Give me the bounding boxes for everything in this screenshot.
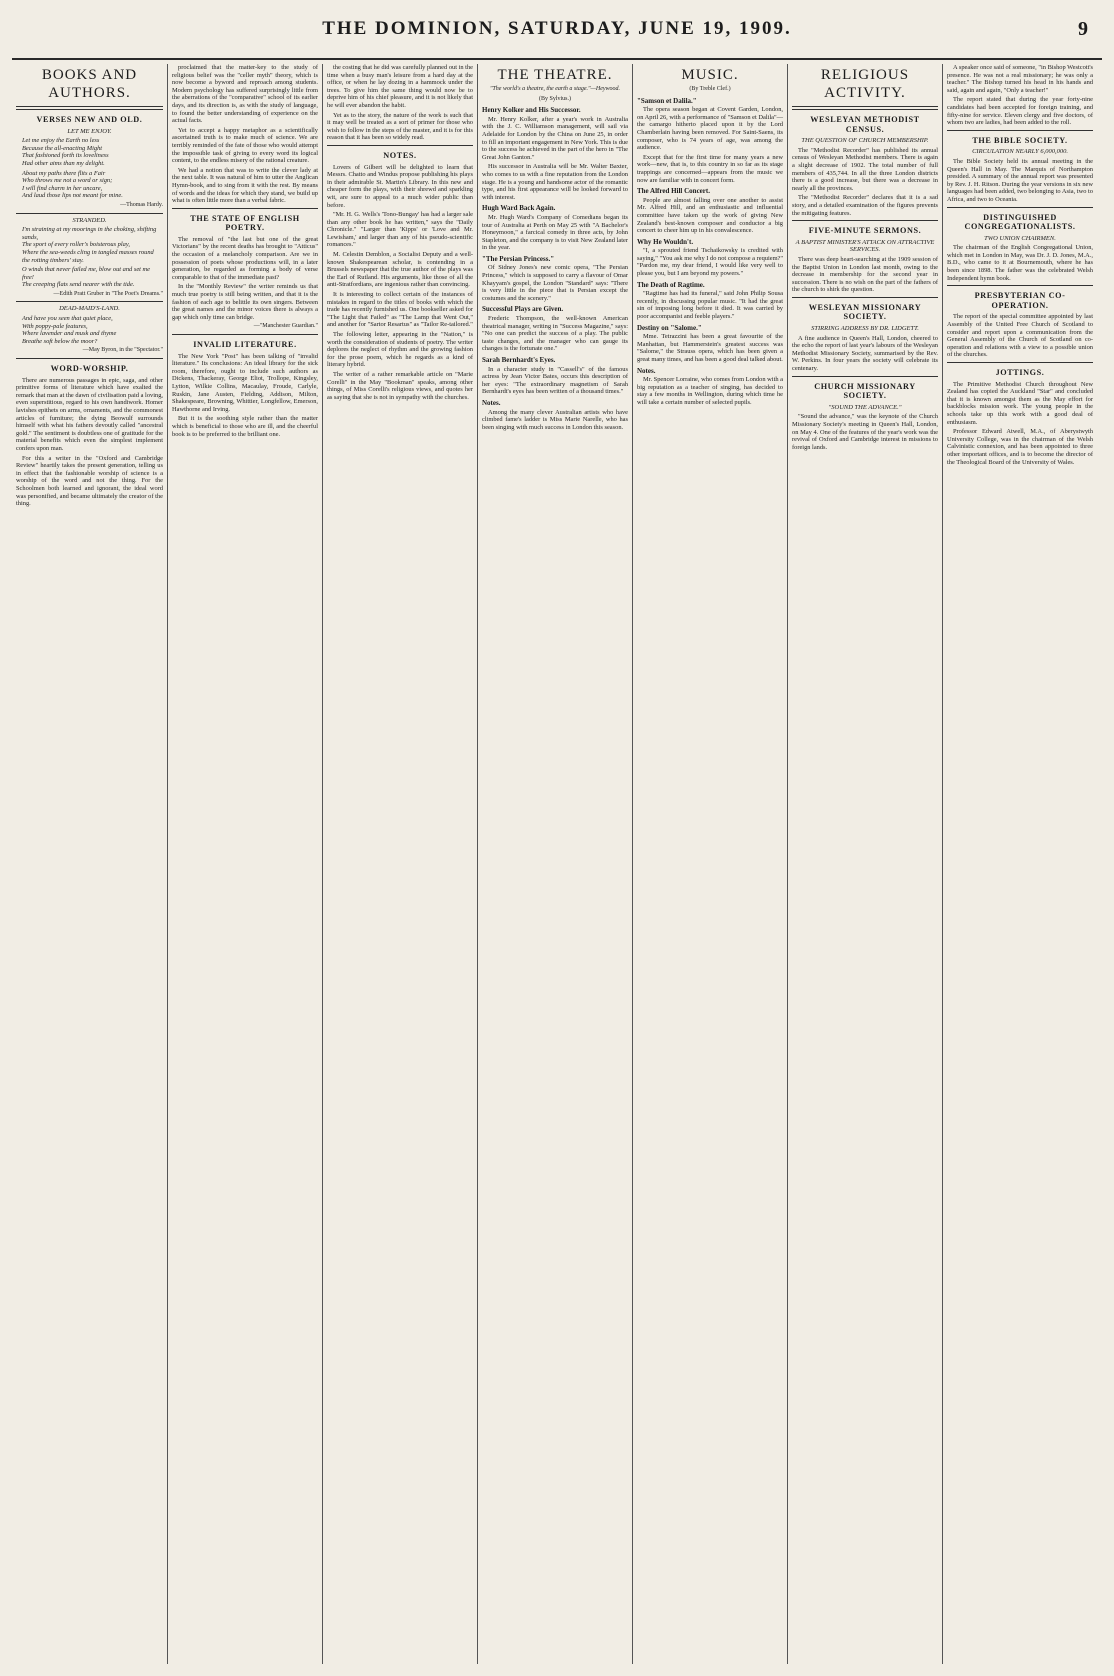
column-religious-continued <box>942 64 1097 1664</box>
article-paragraph: Mr. Hugh Ward's Company of Comedians began its tour of Australia at Perth on May 25 with "A Bachelor's Honeymoon," a farcical comedy in three acts, by John Stapleton, and the company is to visit New Zealand later in the year. <box>482 213 628 252</box>
article-heading: WESLEYAN METHODIST CENSUS. <box>810 115 920 134</box>
article-paragraph: M. Celestin Demblon, a Socialist Deputy and a well-known Shakespearean scholar, is contending in a Brussels newspaper that the true author of the plays was the Earl of Rutland. His arguments, like those of all the anti-Stratfordians, are ingenious rather than convincing. <box>327 251 473 289</box>
article-paragraph: A fine audience in Queen's Hall, London, cheered to the echo the report of last year's labours of the Wesleyan Methodist Missionary Society, summarised by the Rev. W. Perkins. In four years the society will celebrate its centenary. <box>792 334 938 373</box>
article-subheading: CIRCULATION NEARLY 6,000,000. <box>972 148 1068 156</box>
divider <box>947 207 1093 208</box>
article-paragraph: The "Methodist Recorder" has published its annual census of Wesleyan Methodist members. There is again a slight decrease of 1902. The total number of full members of 435,744. In all the three London districts there is a good increase, but there was a decrease in nearly all the provinces. <box>792 146 938 192</box>
divider <box>172 334 318 335</box>
divider <box>792 220 938 221</box>
column-books-authors <box>12 64 167 1664</box>
article-heading-english-poetry: THE STATE OF ENGLISH POETRY. <box>190 213 300 233</box>
article-paragraph: Mr. Spencer Lorraine, who comes from London with a big reputation as a teacher of singing, has decided to stay a few months in Wellington, during which time he will take a certain number of selected pupils. <box>637 376 783 406</box>
divider <box>327 145 473 146</box>
article-credit: —"Manchester Guardian." <box>253 323 318 330</box>
article-paragraph: The opera season began at Covent Garden, London, on April 26, with a performance of "Samson et Dalila"—the camargo hitherto placed upon it by the Lord Chamberlain having been removed. For Saint-Saens, its composer, who is 74 years of age, was among the audience. <box>637 106 783 152</box>
article-subheading: THE QUESTION OF CHURCH MEMBERSHIP. <box>801 137 929 145</box>
article-paragraph: But it is the soothing style rather than the matter which is beneficial to those who are ill, and the cheerful book is to be preferred to the brilliant one. <box>172 415 318 438</box>
divider <box>172 208 318 209</box>
article-paragraph: The "Methodist Recorder" declares that it is a sad story, and a detailed examination of the figures prevents the mitigating features. <box>792 194 938 217</box>
article-paragraph: The removal of "the last but one of the great Victorians" by the recent deaths has brought to "Atticus" the occasion of a melancholy comparison. Are we in possession of poets whose productions will, in a later generation, be regarded as forming a body of verse comparable to that of the immediate past? <box>172 235 318 281</box>
article-paragraph: Lovers of Gilbert will be delighted to learn that Messrs. Chatto and Windus propose publishing his plays in their admirable St. Martin's Library. In this new and cheaper form the plays, with their shrewd and sparkling wit, are sure to appeal to a much wider public than before. <box>327 163 473 209</box>
poem-stanza: Let me enjoy the Earth no less Because the all-enacting Might That fashioned forth its loveliness Had other aims than my delight. <box>22 137 109 167</box>
story-heading: "The Persian Princess." <box>482 254 555 263</box>
story-heading: Henry Kolker and His Successor. <box>482 106 581 115</box>
story-heading: "Samson et Dalila." <box>637 96 697 105</box>
article-paragraph: Frederic Thompson, the well-known American theatrical manager, writing in "Success Magazine," says: "No one can predict the success of a play. The public taste changes, and the manager who can gauge its changes is the fortunate one." <box>482 315 628 353</box>
article-paragraph: In the "Monthly Review" the writer reminds us that much true poetry is still being written, and that it is the fashion of each age to belittle its own singers. Between the great names and the minor voices there is always a gap which only time can bridge. <box>172 283 318 321</box>
divider <box>16 213 163 214</box>
divider <box>947 362 1093 363</box>
article-paragraph: The Bible Society held its annual meeting in the Queen's Hall in May. The Marquis of Northampton presided. A summary of the annual report was presented by Rev. J. H. Ritson. During the year versions in six new languages had been added, two belonging to Asia, two to Africa, and two to Oceania. <box>947 157 1093 203</box>
section-title-music: MUSIC. <box>681 67 739 83</box>
article-paragraph: the costing that he did was carefully planned out in the time when a busy man's leisure from a hard day at the office, or when he lay dozing in a hammock under the trees. To give him the same thing would now be to deprive him of his chief pleasure, and it is not likely that he will ever abandon the habit. <box>327 64 473 109</box>
column-music <box>632 64 787 1664</box>
poem-stanza: I'm straining at my moorings in the choking, shifting sands, The sport of every roller's boisterous play, Where the sea-weeds cling in tangled masses round the rotting timbers' stay. <box>22 226 157 264</box>
article-paragraph: People are almost falling over one another to assist Mr. Alfred Hill, and an enthusiastic and influential committee have taken up the work of giving New Zealand's best-known composer and conductor a big concert to cheer him up in his convalescence. <box>637 196 783 235</box>
story-heading: Sarah Bernhardt's Eyes. <box>482 356 556 364</box>
masthead-rule <box>12 58 1102 60</box>
article-subheading: A BAPTIST MINISTER'S ATTACK ON ATTRACTIVE SERVICES. <box>795 238 935 254</box>
section-rule <box>16 106 163 110</box>
section-epigraph: "The world's a theatre, the earth a stage."—Heywood. <box>489 86 621 92</box>
divider <box>16 301 163 302</box>
article-subheading: TWO UNION CHAIRMEN. <box>984 234 1056 242</box>
divider <box>792 297 938 298</box>
article-paragraph: We had a notion that was to write the clever lady at the next table. It was natural of him to utter the Anglican Hymn-book, and to sing from it with the rest. By means of words and the ideas for which they stand, we build up what is often little more than a verbal fabric. <box>172 166 318 205</box>
article-heading: DISTINGUISHED CONGREGATIONALISTS. <box>964 212 1076 232</box>
masthead <box>0 0 1114 58</box>
article-paragraph: Except that for the first time for many years a new work—new, that is, to this country in so far as its stage trappings are concerned—appears from the music we now are familiar with in concert form. <box>637 153 783 184</box>
poem-title-stranded: STRANDED. <box>72 216 107 224</box>
article-paragraph: A speaker once said of someone, "in Bishop Westcott's presence. He was not a real missionary; he was only a teacher." The Bishop turned his head in his hands and said, again and again, "Only a teacher!" <box>947 64 1093 94</box>
article-heading: PRESBYTERIAN CO-OPERATION. <box>974 291 1066 310</box>
article-heading: CHURCH MISSIONARY SOCIETY. <box>814 381 916 401</box>
section-title-books-authors: BOOKS AND AUTHORS. <box>41 67 138 101</box>
story-heading: The Death of Ragtime. <box>637 280 705 289</box>
story-heading: Hugh Ward Back Again. <box>482 204 556 213</box>
poem-stanza: And have you seen that quiet place, With poppy-pale features, Where lavender and musk and thyme Breathe soft below the moor? <box>22 315 117 345</box>
article-paragraph: Professor Edward Atwell, M.A., of Aberystwyth University College, was in the chairman of the Welsh Calvinistic connexion, and has been appointed to three other important offices, and is to become the director of the Theological Board of the University of Wales. <box>947 428 1093 466</box>
column-religious-activity <box>787 64 942 1664</box>
article-paragraph: proclaimed that the matter-key to the study of religious belief was the "celler myth" theory, which is now become a byword and reproach among students. Modern psychology has suffered surprisingly little from the aberrations of the "comparative" school of its earlier days, and its direction is, as with the study of language, to found the better understanding of experience on the actual facts. <box>172 64 318 125</box>
article-paragraph: There are numerous passages in epic, saga, and other primitive forms of literature which have exalted the remark that man at the dawn of civilisation paid a loving, even superstitious, regard to his own handiwork. Homer lavishes epithets on arms, ornaments, and the commonest articles of furniture; the dying Beowulf surrounds himself with what his fathers devoutly called "ancestral gold." The sentiment is doubtless one of gratitude for the material benefits which even the simplest implement confers upon man. <box>16 376 163 452</box>
column-books-continued <box>167 64 322 1664</box>
story-heading: Destiny on "Salome." <box>637 323 702 332</box>
story-heading: Notes. <box>637 366 656 375</box>
article-paragraph: Among the many clever Australian artists who have climbed fame's ladder is Miss Marie Narelle, who has been singing with much success in London this season. <box>482 408 628 431</box>
article-paragraph: In a character study in "Cassell's" of the famous actress by Jean Victor Bates, occurs this description of her eyes: "The extraordinary magnetism of Sarah Bernhardt's eyes has been written of a thousand times." <box>482 365 628 396</box>
divider <box>947 285 1093 286</box>
article-paragraph: For this a writer in the "Oxford and Cambridge Review" heartily takes the present generation, telling us in effect that the fashionable worship of science is a worship of the word and not the thing. For the Schoolmen both learned and ignorant, the ideal word was personified, and became ultimately the creator of the thing. <box>16 454 163 508</box>
article-subheading: "SOUND THE ADVANCE." <box>828 403 902 411</box>
article-paragraph: It is interesting to collect certain of the instances of mistakes in regard to the titles of books with which the trade has recently furnished us. One bookseller asked for "The Light that Failed" as "The Lamp that Went Out," and another for "Sartor Resartus" as "Tailor Re-tailored." <box>327 291 473 329</box>
poem-credit: —Edith Pratt Gruber in "The Poet's Dreams." <box>53 290 163 297</box>
article-paragraph: Of Sidney Jones's new comic opera, "The Persian Princess," which is supposed to carry a flavour of Omar Khayyam's gospel, the London "Standard" says: "There is very little in the piece that is Persian except the costumes and the scenery." <box>482 264 628 302</box>
article-heading-invalid-literature: INVALID LITERATURE. <box>193 340 297 349</box>
story-heading: Successful Plays are Given. <box>482 305 564 314</box>
article-heading: JOTTINGS. <box>995 368 1045 377</box>
article-paragraph: The chairman of the English Congregational Union, which met in London in May, was Dr. J. D. Jones, M.A., B.D., who came to it at Bournemouth, where he has been since 1898. The father was the celebrated Welsh Independent hymn book. <box>947 244 1093 282</box>
article-paragraph: "Mr. H. G. Wells's 'Tono-Bungay' has had a larger sale than any other book he has written," says the "Daily Chronicle." "Larger than 'Kipps' or 'Love and Mr. Lewisham,' and larger than any of his pseudo-scientific romances." <box>327 211 473 249</box>
story-heading: Why He Wouldn't. <box>637 237 694 246</box>
byline: (By Sylvius.) <box>538 95 571 102</box>
poem-credit: —Thomas Hardy. <box>120 201 163 208</box>
article-subheading: STIRRING ADDRESS BY DR. LIDGETT. <box>811 325 919 333</box>
article-paragraph: "I, a sprouted friend Tschaikowsky is credited with saying," "You ask me why I do not compose a requiem?" "Pardon me, my dear friend, I would like very well to please you, but I am beyond my powers." <box>637 247 783 278</box>
article-paragraph: His successor in Australia will be Mr. Walter Baxter, who comes to us with a fine reputation from the London stage. He is a young and handsome actor of the romantic type, and his first appearance will be looked forward to with interest. <box>482 163 628 201</box>
section-title-theatre: THE THEATRE. <box>497 67 613 83</box>
article-paragraph: "Ragtime has had its funeral," said John Philip Sousa recently, in discussing popular music. "It had the great sin of imposing long before it died. It was carried by poor accompanist and feeble players." <box>637 290 783 321</box>
article-paragraph: Yet as to the story, the nature of the work is such that it may well be treated as a sort of primer for those who wish to follow in the steps of the master, and it is for this reason that it has been so widely read. <box>327 111 473 142</box>
poem-credit: —May Byron, in the "Spectator." <box>82 347 163 354</box>
article-heading-word-worship: WORD-WORSHIP. <box>50 364 129 374</box>
story-heading: Notes. <box>482 398 501 407</box>
article-paragraph: The report stated that during the year forty-nine candidates had been accepted for foreign training, and fifty-nine for service. Eleven clergy and five doctors, of whom two are ladies, had been added to the roll. <box>947 96 1093 127</box>
page-columns <box>12 64 1102 1664</box>
section-rule <box>792 106 938 110</box>
article-heading-notes: NOTES. <box>383 150 417 160</box>
article-paragraph: The New York "Post" has been talking of "invalid literature." Its conclusions: An ideal library for the sick room, therefore, ought to include such authors as Dickens, Thackeray, George Eliot, Trollope, Kingsley, Lytton, Wilkie Collins, Macaulay, Froude, Carlyle, Ruskin, Jane Austen, Fielding, Addison, Milton, Shakespeare, Browning, Whittier, Longfellow, Emerson, Hawthorne and Irving. <box>172 352 318 413</box>
article-paragraph: The Primitive Methodist Church throughout New Zealand has copied the Auckland "Star" and concluded that it is known amongst them as the May effort for backblocks mission work. The young people in the schools take up this work with a good deal of enthusiasm. <box>947 380 1093 426</box>
article-paragraph: The writer of a rather remarkable article on "Marie Corelli" in the May "Bookman" speaks, among other things, of Miss Corelli's religious views, and quotes her as saying that she is not in sympathy with the churches. <box>327 370 473 401</box>
article-paragraph: Mr. Henry Kolker, after a year's work in Australia with the J. C. Williamson management, will sail via Adelaide for London by the China on June 25, in order to fill an important engagement in New York. This is due to the success he achieved in the part of the hero in "The Great John Ganton." <box>482 115 628 161</box>
article-paragraph: Yet to accept a happy metaphor as a scientifically ascertained truth is to make much of science. We are terribly reminded of the fate of those who would attempt the impossible task of giving to every word its logical content, to the endless misery of the rational creature. <box>172 126 318 165</box>
poem-title-let-me-enjoy: LET ME ENJOY. <box>67 127 112 135</box>
story-heading: The Alfred Hill Concert. <box>637 187 710 196</box>
poem-stanza: O winds that never failed me, blow out and set me free! The creeping flats send nearer with the tide. <box>22 266 150 289</box>
divider <box>16 358 163 359</box>
poem-stanza: About my paths there flits a Fair Who throws me not a word or sign; I will find charm in her uncare, And laud those lips not meant for mine. <box>22 169 123 200</box>
divider <box>947 130 1093 131</box>
column-notes <box>322 64 477 1664</box>
article-heading: WESLEYAN MISSIONARY SOCIETY. <box>808 302 922 322</box>
article-paragraph: There was deep heart-searching at the 1909 session of the Baptist Union in London last month, owing to the decrease in membership for the second year in succession. There is no wish on the part of the fathers of the church to shirk the question. <box>792 255 938 294</box>
section-title-religious-activity: RELIGIOUS ACTIVITY. <box>820 67 910 101</box>
byline: (By Treble Clef.) <box>689 86 731 92</box>
poem-title-dead-maids-land: DEAD-MAID'S-LAND. <box>59 305 120 313</box>
article-paragraph: The following letter, appearing in the "Nation," is worth the consideration of students of poetry. The writer deplores the neglect of rhythm and the growing fashion for the prose poem, which he regards as a kind of literary hybrid. <box>327 331 473 369</box>
article-heading: FIVE-MINUTE SERMONS. <box>808 226 922 236</box>
article-heading: THE BIBLE SOCIETY. <box>972 135 1068 145</box>
article-paragraph: Mme. Tetrazzini has been a great favourite of the Manhattan, but Hammerstein's greatest success was "Salome," the Strauss opera, which has been given a great many times, and has been a good deal talked about. <box>637 333 783 363</box>
divider <box>792 376 938 377</box>
article-paragraph: The report of the special committee appointed by last Assembly of the United Free Church of Scotland to consider and report upon a communication from the General Assembly of the Church of Scotland on co-operation and relations with a view to a possible union of the churches. <box>947 313 1093 359</box>
column-theatre <box>477 64 632 1664</box>
article-heading-verses: VERSES NEW AND OLD. <box>36 115 143 124</box>
newspaper-title: THE DOMINION, SATURDAY, JUNE 19, 1909. <box>322 18 792 39</box>
page-number: 9 <box>1078 18 1088 40</box>
article-paragraph: "Sound the advance," was the keynote of the Church Missionary Society's meeting in Queen's Hall, London, on May 4. One of the features of the year's work was the revival of Oxford and Cambridge interest in missions to foreign lands. <box>792 413 938 451</box>
